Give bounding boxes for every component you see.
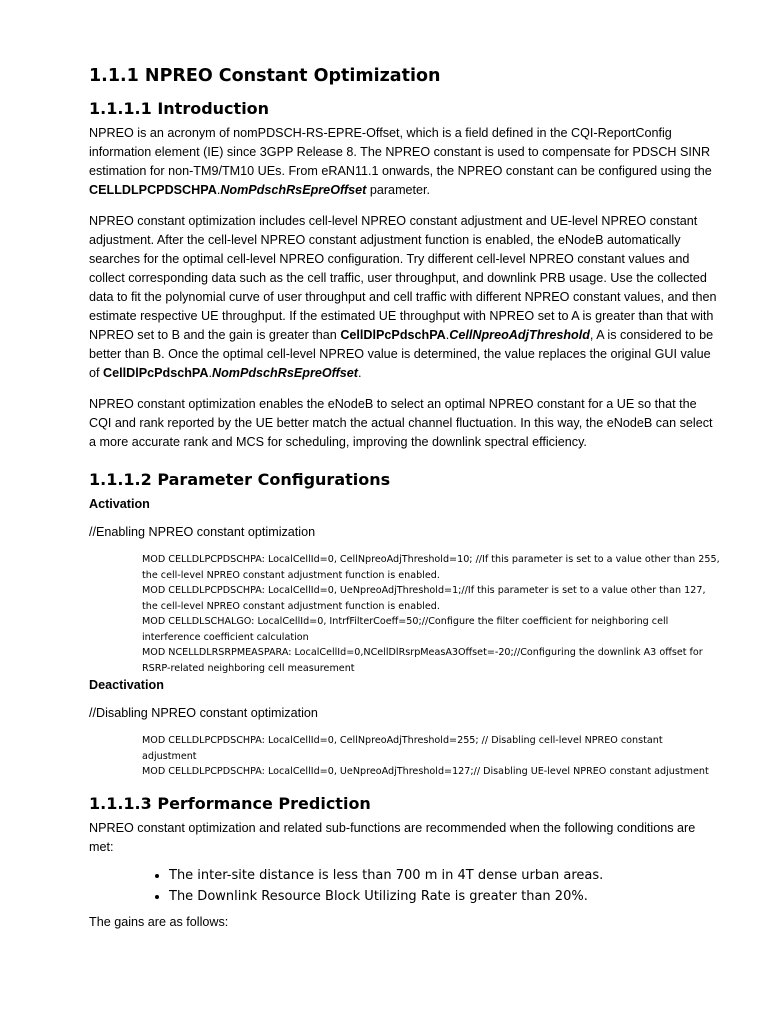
param-object-name: CellDlPcPdschPA — [340, 328, 446, 342]
deactivation-commands — [142, 733, 720, 780]
deactivation-label: Deactivation — [89, 678, 164, 692]
intro-p2-text: NPREO constant optimization includes cell-level NPREO constant adjustment and UE-level NPREO constant adjustment. After the cell-level NPREO constant adjustment function is enabled, the eNodeB automatically searches for the optimal cell-level NPREO configuration. Try different cell-level NPREO constant values and collect corresponding data such as the cell traffic, user throughput, and downlink PRB usage. Use the collected data to fit the polynomial curve of user throughput and cell traffic with different NPREO constant values, and then estimate respective UE throughput. If the estimated UE throughput with NPREO set to A is greater than that with NPREO set to B and the gain is greater than — [89, 214, 717, 342]
activation-commands — [142, 552, 720, 676]
perf-intro: NPREO constant optimization and related sub-functions are recommended when the following conditions are met: — [89, 820, 696, 854]
intro-paragraph-3: NPREO constant optimization enables the eNodeB to select an optimal NPREO constant for a UE so that the CQI and rank reported by the UE better match the actual channel fluctuation. In this way, the eNodeB can select a more accurate rank and MCS for scheduling, improving the downlink spectral efficiency. — [89, 397, 713, 449]
command-line: MOD CELLDLPCPDSCHPA: LocalCellId=0, UeNpreoAdjThreshold=127;// Disabling UE-level NPREO constant adjustment — [142, 766, 709, 777]
params-heading: 1.1.1.2 Parameter Configurations — [89, 470, 391, 489]
command-line: MOD CELLDLSCHALGO: LocalCellId=0, IntrfFilterCoeff=50;//Configure the filter coefficient for neighboring cell interference coefficient calculation — [142, 616, 669, 643]
section-title: 1.1.1 NPREO Constant Optimization — [89, 66, 441, 86]
param-name: NomPdschRsEpreOffset — [211, 366, 359, 380]
deactivation-comment: //Disabling NPREO constant optimization — [89, 706, 318, 720]
intro-p2-tail: . — [358, 366, 362, 380]
intro-heading: 1.1.1.1 Introduction — [89, 99, 270, 118]
intro-p1-tail: parameter. — [366, 183, 431, 197]
document-page — [89, 62, 720, 944]
list-item: • The Downlink Resource Block Utilizing Rate is greater than 20%. — [169, 886, 717, 907]
command-line: MOD CELLDLPCPDSCHPA: LocalCellId=0, CellNpreoAdjThreshold=10; //If this parameter is set to a value other than 255, the cell-level NPREO constant adjustment function is enabled. — [142, 554, 720, 581]
activation-label: Activation — [89, 497, 150, 511]
command-line: MOD CELLDLPCPDSCHPA: LocalCellId=0, UeNpreoAdjThreshold=1;//If this parameter is set to a value other than 127, the cell-level NPREO constant adjustment function is enabled. — [142, 585, 706, 612]
activation-comment: //Enabling NPREO constant optimization — [89, 525, 316, 539]
param-name: CellNpreoAdjThreshold — [449, 328, 590, 342]
intro-paragraph-2: NPREO constant optimization includes cell-level NPREO constant adjustment and UE-level NPREO constant adjustment. After the cell-level NPREO constant adjustment function is enabled, the eNodeB automatically searches for the optimal cell-level NPREO configuration. Try different cell-level NPREO constant values and collect corresponding data such as the cell traffic, user throughput, and downlink PRB usage. Use the collected data to fit the polynomial curve of user throughput and cell traffic with different NPREO constant values, and then estimate respective UE throughput. If the estimated UE throughput with NPREO set to A is greater than that with NPREO set to B and the gain is greater than CellDlPcPdschPA.CellNpreoAdjThreshold, A is considered to be better than B. Once the optimal cell-level NPREO value is determined, the value replaces the original GUI value of CellDlPcPdschPA.NomPdschRsEpreOffset. — [89, 214, 717, 380]
intro-p1-text: NPREO is an acronym of nomPDSCH-RS-EPRE-Offset, which is a field defined in the CQI-ReportConfig information element (IE) since 3GPP Release 8. The NPREO constant is used to compensate for PDSCH SINR estimation for non-TM9/TM10 UEs. From eRAN11.1 onwards, the NPREO constant can be configured using the — [89, 126, 712, 178]
intro-paragraph-1: NPREO is an acronym of nomPDSCH-RS-EPRE-Offset, which is a field defined in the CQI-ReportConfig information element (IE) since 3GPP Release 8. The NPREO constant is used to compensate for PDSCH SINR estimation for non-TM9/TM10 UEs. From eRAN11.1 onwards, the NPREO constant can be configured using the CELLDLPCPDSCHPA.NomPdschRsEpreOffset parameter. — [89, 126, 712, 197]
gains-intro: The gains are as follows: — [89, 914, 229, 929]
command-line: MOD NCELLDLRSRPMEASPARA: LocalCellId=0,NCellDlRsrpMeasA3Offset=-20;//Configuring the downlink A3 offset for RSRP-related neighboring cell measurement — [142, 647, 703, 674]
param-object-name: CELLDLPCPDSCHPA — [89, 183, 217, 197]
perf-heading: 1.1.1.3 Performance Prediction — [89, 793, 371, 813]
conditions-list — [89, 865, 717, 907]
param-object-name: CellDlPcPdschPA — [103, 366, 209, 380]
command-line: MOD CELLDLPCPDSCHPA: LocalCellId=0, CellNpreoAdjThreshold=255; // Disabling cell-level NPREO constant adjustment — [142, 735, 663, 762]
list-item: • The inter-site distance is less than 700 m in 4T dense urban areas. — [169, 865, 717, 886]
intro-p2-middle: , A is considered to be better than B. Once the optimal cell-level NPREO value is determined, the value replaces the original GUI value of — [89, 328, 714, 380]
param-name: NomPdschRsEpreOffset — [220, 183, 367, 197]
